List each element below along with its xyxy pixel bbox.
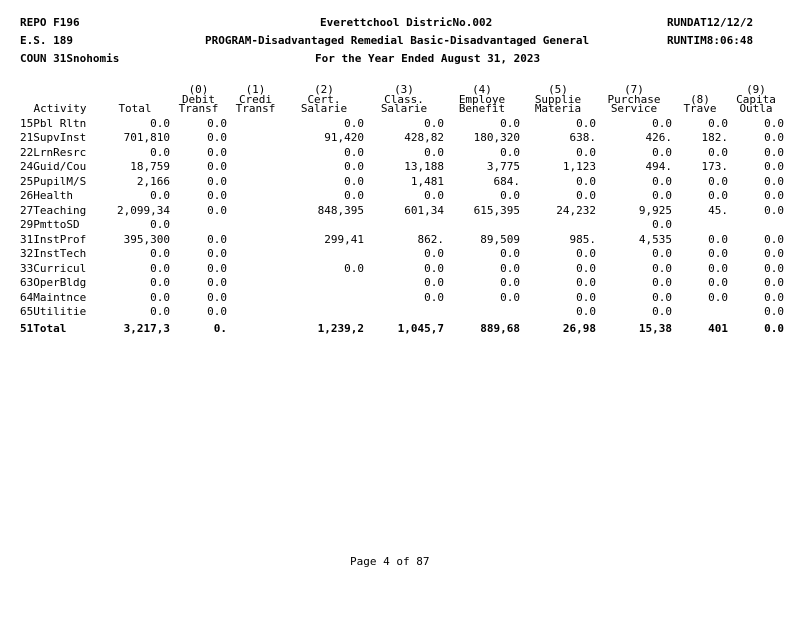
amount-cell: 0.0	[207, 145, 227, 159]
amount-cell: 0.0	[576, 305, 596, 318]
amount-cell: 0.0	[207, 247, 227, 260]
amount-cell: 601,34	[404, 203, 444, 217]
amount-cell: 0.0	[150, 305, 170, 318]
amount-cell: 985.	[569, 232, 596, 246]
amount-cell: 0.0	[344, 189, 364, 202]
table-row	[20, 160, 784, 175]
amount-cell	[444, 305, 520, 320]
district-name: Everettchool DistricNo.002	[320, 16, 493, 29]
amount-cell	[227, 305, 284, 320]
amount-cell	[364, 218, 444, 233]
amount-cell: 862.	[417, 232, 444, 246]
amount-cell: 1,045,7	[397, 321, 444, 335]
table-row	[20, 189, 784, 204]
amount-cell	[728, 218, 784, 233]
amount-cell: 0.0	[207, 290, 227, 304]
amount-cell: 0.0	[652, 305, 672, 318]
county-name: COUN 31Snohomis	[20, 52, 120, 65]
amount-cell: 0.0	[207, 131, 227, 144]
amount-cell: 1,239,2	[317, 321, 364, 335]
amount-cell: 0.0	[708, 232, 728, 246]
col-header-supplies-materials: (5) Supplie Materia	[534, 85, 582, 115]
amount-cell: 615,395	[473, 203, 520, 217]
amount-cell: 26,98	[562, 321, 596, 335]
amount-cell: 0.0	[708, 174, 728, 188]
table-row	[20, 233, 784, 248]
table-row	[20, 146, 784, 161]
amount-cell: 0.0	[207, 261, 227, 275]
amount-cell: 494.	[645, 160, 672, 173]
table-row	[20, 131, 784, 146]
activity-cell: 24Guid/Cou	[20, 160, 87, 173]
amount-cell: 0.0	[150, 189, 170, 202]
amount-cell	[284, 276, 364, 291]
amount-cell: 0.0	[500, 145, 520, 159]
program-name: PROGRAM-Disadvantaged Remedial Basic-Disadvantaged General	[205, 34, 590, 47]
run-time: RUNTIM8:06:48	[667, 34, 754, 47]
amount-cell: 0.0	[500, 189, 520, 202]
table-row	[20, 204, 784, 219]
amount-cell: 426.	[645, 131, 672, 144]
amount-cell: 0.0	[708, 247, 728, 260]
amount-cell: 401	[708, 321, 728, 335]
col-header-employee-benefits: (4) Employe Benefit	[458, 85, 506, 115]
amount-cell: 0.0	[652, 116, 672, 130]
amount-cell: 0.0	[708, 145, 728, 159]
amount-cell: 0.0	[576, 276, 596, 289]
amount-cell: 1,123	[562, 160, 596, 173]
amount-cell: 0.0	[708, 116, 728, 130]
activity-cell: 15Pbl Rltn	[20, 116, 87, 130]
amount-cell: 701,810	[123, 131, 170, 144]
amount-cell: 0.0	[764, 160, 784, 173]
total-row	[20, 320, 784, 337]
col-header-class-salaries: (3) Class. Salarie	[380, 85, 428, 115]
amount-cell: 0.0	[500, 116, 520, 130]
amount-cell	[227, 189, 284, 204]
amount-cell: 0.0	[652, 261, 672, 275]
amount-cell: 0.0	[764, 174, 784, 188]
amount-cell: 0.0	[576, 174, 596, 188]
fiscal-period: For the Year Ended August 31, 2023	[315, 52, 541, 65]
col-header-capital-outlay: (9) Capita Outla	[736, 85, 776, 115]
amount-cell: 91,420	[324, 131, 364, 144]
amount-cell: 0.	[213, 321, 227, 335]
amount-cell: 0.0	[764, 232, 784, 246]
amount-cell: 89,509	[480, 232, 520, 246]
amount-cell: 0.0	[652, 290, 672, 304]
amount-cell	[284, 305, 364, 320]
amount-cell: 0.0	[652, 218, 672, 231]
amount-cell: 0.0	[652, 276, 672, 289]
col-header-purchased-services: (7) Purchase Service	[607, 85, 661, 115]
amount-cell: 0.0	[207, 203, 227, 217]
run-date: RUNDAT12/12/2	[667, 16, 754, 29]
amount-cell: 0.0	[207, 232, 227, 246]
col-header-credit-transfers: (1) Credi Transf	[235, 85, 276, 115]
table-row	[20, 247, 784, 262]
activity-cell: 21SupvInst	[20, 131, 87, 144]
amount-cell	[284, 291, 364, 306]
amount-cell: 0.0	[424, 276, 444, 289]
amount-cell: 0.0	[150, 261, 170, 275]
amount-cell: 0.0	[576, 261, 596, 275]
amount-cell: 0.0	[424, 290, 444, 304]
col-header-debit-transfers: (0) Debit Transf	[178, 85, 219, 115]
amount-cell	[227, 247, 284, 262]
amount-cell: 0.0	[424, 261, 444, 275]
activity-cell: 51Total	[20, 321, 67, 335]
amount-cell: 0.0	[344, 160, 364, 173]
column-header-row	[20, 85, 784, 117]
amount-cell: 0.0	[764, 276, 784, 289]
amount-cell: 2,099,34	[117, 203, 170, 217]
table-row	[20, 276, 784, 291]
amount-cell: 0.0	[150, 276, 170, 289]
amount-cell: 0.0	[207, 174, 227, 188]
amount-cell	[227, 131, 284, 146]
amount-cell: 0.0	[764, 145, 784, 159]
amount-cell: 0.0	[424, 145, 444, 159]
amount-cell: 18,759	[130, 160, 170, 173]
amount-cell: 848,395	[317, 203, 364, 217]
amount-cell: 0.0	[652, 189, 672, 202]
amount-cell: 9,925	[638, 203, 672, 217]
amount-cell: 0.0	[576, 116, 596, 130]
amount-cell: 0.0	[424, 247, 444, 260]
amount-cell: 2,166	[136, 174, 170, 188]
table-body	[20, 117, 784, 337]
activity-cell: 27Teaching	[20, 203, 87, 217]
amount-cell: 0.0	[150, 247, 170, 260]
amount-cell: 0.0	[424, 189, 444, 202]
amount-cell: 0.0	[344, 174, 364, 188]
table-row	[20, 262, 784, 277]
esd-number: E.S. 189	[20, 34, 73, 47]
amount-cell: 0.0	[500, 247, 520, 260]
amount-cell: 3,775	[486, 160, 520, 173]
amount-cell	[227, 218, 284, 233]
activity-cell: 29PmttoSD	[20, 218, 80, 231]
amount-cell: 0.0	[344, 261, 364, 275]
activity-cell: 64Maintnce	[20, 290, 87, 304]
amount-cell: 0.0	[576, 247, 596, 260]
amount-cell	[672, 218, 728, 233]
amount-cell: 4,535	[638, 232, 672, 246]
amount-cell	[672, 305, 728, 320]
amount-cell: 0.0	[764, 131, 784, 144]
table-row	[20, 117, 784, 132]
amount-cell: 428,82	[404, 131, 444, 144]
amount-cell	[227, 291, 284, 306]
amount-cell: 638.	[569, 131, 596, 144]
amount-cell: 24,232	[556, 203, 596, 217]
amount-cell: 395,300	[123, 232, 170, 246]
amount-cell: 0.0	[652, 247, 672, 260]
amount-cell: 0.0	[764, 321, 784, 335]
amount-cell: 0.0	[207, 116, 227, 130]
amount-cell	[227, 146, 284, 161]
amount-cell: 0.0	[150, 290, 170, 304]
table-row	[20, 305, 784, 320]
amount-cell: 0.0	[344, 145, 364, 159]
amount-cell: 0.0	[764, 261, 784, 275]
amount-cell: 0.0	[207, 276, 227, 289]
amount-cell: 0.0	[150, 116, 170, 130]
amount-cell: 0.0	[764, 305, 784, 318]
report-id: REPO F196	[20, 16, 80, 29]
amount-cell: 0.0	[207, 305, 227, 318]
amount-cell	[284, 247, 364, 262]
amount-cell: 0.0	[576, 145, 596, 159]
amount-cell: 0.0	[207, 189, 227, 202]
activity-cell: 22LrnResrc	[20, 145, 87, 159]
amount-cell	[227, 117, 284, 132]
amount-cell: 0.0	[652, 145, 672, 159]
amount-cell	[520, 218, 596, 233]
amount-cell: 0.0	[708, 189, 728, 202]
table-row	[20, 291, 784, 306]
amount-cell	[284, 218, 364, 233]
amount-cell: 0.0	[150, 218, 170, 231]
activity-cell: 63OperBldg	[20, 276, 87, 289]
amount-cell	[364, 305, 444, 320]
amount-cell: 45.	[708, 203, 728, 217]
col-header-travel: (8) Trave	[683, 92, 717, 115]
amount-cell: 889,68	[480, 321, 520, 335]
table-row	[20, 218, 784, 233]
amount-cell: 0.0	[207, 160, 227, 173]
amount-cell	[170, 218, 227, 233]
amount-cell: 0.0	[576, 189, 596, 202]
amount-cell: 182.	[701, 131, 728, 144]
table-row	[20, 175, 784, 190]
amount-cell: 15,38	[638, 321, 672, 335]
amount-cell: 0.0	[150, 145, 170, 159]
amount-cell: 3,217,3	[123, 321, 170, 335]
col-header-cert-salaries: (2) Cert. Salarie	[300, 85, 348, 115]
amount-cell: 0.0	[424, 116, 444, 130]
activity-cell: 25PupilM/S	[20, 174, 87, 188]
amount-cell: 180,320	[473, 131, 520, 144]
amount-cell: 0.0	[500, 276, 520, 289]
col-header-activity: Activity	[33, 102, 87, 115]
col-header-total: Total	[118, 102, 152, 115]
amount-cell: 0.0	[652, 174, 672, 188]
amount-cell	[227, 175, 284, 190]
activity-cell: 31InstProf	[20, 232, 87, 246]
amount-cell	[227, 204, 284, 219]
amount-cell: 0.0	[708, 290, 728, 304]
page-number: Page 4 of 87	[350, 555, 430, 568]
amount-cell: 0.0	[708, 261, 728, 275]
amount-cell	[227, 233, 284, 248]
activity-cell: 65Utilitie	[20, 305, 87, 318]
amount-cell	[227, 320, 284, 337]
activity-cell: 33Curricul	[20, 261, 87, 275]
amount-cell: 1,481	[410, 174, 444, 188]
amount-cell: 173.	[701, 160, 728, 173]
activity-cell: 26Health	[20, 189, 73, 202]
amount-cell: 0.0	[764, 189, 784, 202]
amount-cell: 0.0	[576, 290, 596, 304]
expenditure-table	[20, 85, 784, 336]
amount-cell: 299,41	[324, 232, 364, 246]
amount-cell: 0.0	[764, 290, 784, 304]
amount-cell	[227, 262, 284, 277]
amount-cell: 0.0	[764, 247, 784, 260]
amount-cell: 0.0	[500, 261, 520, 275]
amount-cell: 0.0	[764, 203, 784, 217]
activity-cell: 32InstTech	[20, 247, 87, 260]
amount-cell: 0.0	[344, 116, 364, 130]
amount-cell: 0.0	[500, 290, 520, 304]
amount-cell	[227, 160, 284, 175]
amount-cell: 684.	[493, 174, 520, 188]
amount-cell: 0.0	[764, 116, 784, 130]
amount-cell	[444, 218, 520, 233]
amount-cell: 0.0	[708, 276, 728, 289]
amount-cell	[227, 276, 284, 291]
amount-cell: 13,188	[404, 160, 444, 173]
